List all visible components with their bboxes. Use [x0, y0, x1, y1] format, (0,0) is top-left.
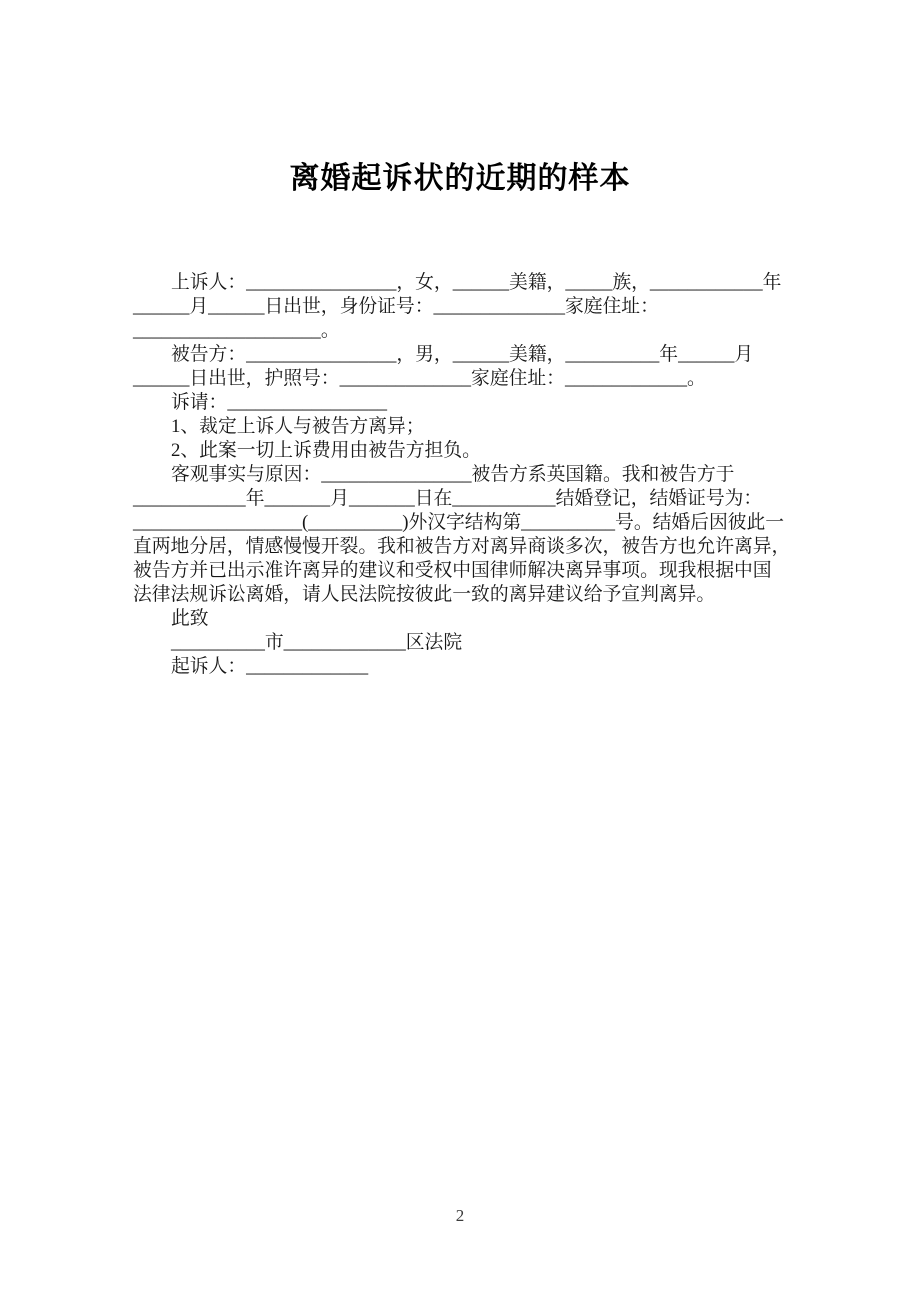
document-line: 2、此案一切上诉费用由被告方担负。 [171, 440, 481, 461]
document-title: 离婚起诉状的近期的样本 [289, 162, 631, 195]
document-line: 直两地分居，情感慢慢开裂。我和被告方对离异商谈多次，被告方也允许离异， [133, 536, 791, 557]
document-line: 被告方并已出示准许离异的建议和受权中国律师解决离异事项。现我根据中国 [133, 560, 772, 581]
document-line: __________市_____________区法院 [171, 632, 463, 653]
document-line: 此致 [171, 608, 209, 629]
document-line: ______日出世，护照号：______________家庭住址：_____________。 [133, 368, 706, 389]
document-body [133, 271, 823, 679]
document-line: __________________(__________)外汉字结构第__________号。结婚后因彼此一 [133, 512, 785, 533]
document-line: 诉请：_________________ [171, 392, 387, 413]
page-number: 2 [455, 1206, 465, 1225]
document-line: ____________年_______月_______日在___________结婚登记，结婚证号为： [133, 488, 763, 509]
document-line: 起诉人：_____________ [171, 656, 369, 677]
document-line: 客观事实与原因：________________被告方系英国籍。我和被告方于 [171, 464, 735, 485]
document-line: 法律法规诉讼离婚，请人民法院按彼此一致的离异建议给予宣判离异。 [133, 584, 716, 605]
document-line: 1、裁定上诉人与被告方离异； [171, 416, 425, 437]
document-line: 上诉人：________________，女，______美籍，_____族，____________年 [171, 272, 782, 293]
document-line: ____________________。 [133, 320, 340, 341]
document-line: 被告方：________________，男，______美籍，__________年______月 [171, 344, 754, 365]
document-line: ______月______日出世，身份证号：______________家庭住址： [133, 296, 659, 317]
